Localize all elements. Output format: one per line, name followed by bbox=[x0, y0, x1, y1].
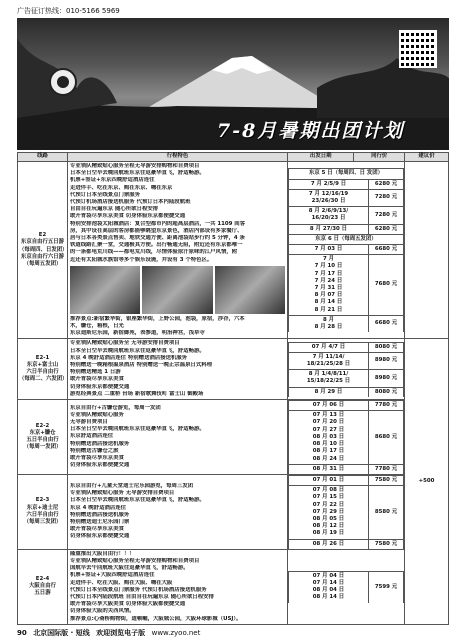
feature-line: 切身体验东京都便捷交通 bbox=[70, 383, 130, 390]
price-value: 8080 元 bbox=[369, 387, 404, 397]
departure-date: 7 月 bbox=[322, 256, 335, 263]
feature-line: 机票+签证+大阪四晚舒适酒店连住 bbox=[70, 572, 155, 579]
price-value: 7680 元 bbox=[369, 255, 404, 316]
logo-emblem bbox=[49, 68, 77, 96]
feature-line: 国航早去午回航班大阪往返豪华直飞，舒适畅游。 bbox=[70, 565, 189, 572]
date-price-row bbox=[289, 189, 404, 206]
feature-line: 代预订日本内陆段航班 自由自在玩遍东京 随心所欲日程安排 bbox=[70, 593, 214, 600]
date-price-row bbox=[289, 224, 404, 234]
route-name bbox=[18, 549, 68, 624]
route-photo bbox=[215, 266, 285, 314]
table-row bbox=[18, 162, 449, 339]
departure-date: 08 月 03 日 bbox=[312, 433, 345, 440]
date-price-row bbox=[289, 315, 404, 332]
departure-date: 8 月 bbox=[322, 316, 335, 323]
route-name-line: （每周三发团） bbox=[23, 519, 62, 526]
feature-line: 特别赠送古镰仓之旅 bbox=[70, 447, 119, 454]
departure-date: 8 月 1/4/8/11/ bbox=[308, 371, 349, 378]
feature-line: 切身体验东京都便捷交通 bbox=[70, 533, 130, 540]
col-header-line: 线路 bbox=[18, 153, 68, 162]
departure-dates bbox=[289, 571, 369, 602]
departure-dates bbox=[289, 387, 369, 397]
departure-dates bbox=[289, 411, 369, 464]
feature-line: 特别安排池袋太阳城酒店：复合型都市内的超高层酒店，一共 1109 间客 bbox=[70, 220, 246, 227]
feature-line: 机票+签证+东京四晚舒适酒店连住 bbox=[70, 177, 155, 184]
departure-date: 07 月 15 日 bbox=[312, 494, 345, 501]
feature-line: 东京 4 晚舒适酒店连住 特别赠送酒店接送机服务 bbox=[70, 354, 188, 361]
date-price-row bbox=[289, 352, 404, 369]
price-value: 7780 元 bbox=[369, 401, 404, 411]
departure-dates bbox=[289, 342, 369, 352]
route-name-line: 六日半自由行 bbox=[26, 369, 59, 376]
route-features bbox=[68, 400, 288, 475]
departure-date: 07 月 20 日 bbox=[312, 419, 345, 426]
departure-date: 08 月 19 日 bbox=[312, 530, 345, 537]
feature-line: 特别赠送精选 1 日游 bbox=[70, 369, 121, 376]
route-dates-prices bbox=[288, 549, 405, 624]
feature-line: 东京自由行+古镰仓游览，每周一发团 bbox=[70, 404, 161, 411]
route-name-line: 东京+镰仓 bbox=[29, 429, 56, 436]
route-name-line: E2-2 bbox=[35, 422, 50, 429]
departure-date: 16/20/23 日 bbox=[311, 215, 346, 222]
feature-line: 特别赠送迪士尼乐园门票 bbox=[70, 519, 130, 526]
table-row bbox=[18, 549, 449, 624]
departure-dates bbox=[289, 464, 369, 474]
advice-price bbox=[405, 162, 449, 339]
route-dates-prices bbox=[288, 400, 405, 475]
departure-dates bbox=[289, 315, 369, 332]
route-features bbox=[68, 474, 288, 549]
departure-dates bbox=[289, 401, 369, 411]
col-header-price: 同行价 bbox=[354, 153, 405, 162]
departure-date: 8 月 27/30 日 bbox=[309, 225, 348, 232]
banner-image bbox=[17, 18, 449, 150]
ad-hotline: 广告征订热线：010-5166 5969 bbox=[17, 7, 120, 15]
feature-line: 木，镰仓，箱根，日光 bbox=[70, 323, 124, 330]
date-price-row bbox=[289, 342, 404, 352]
departure-date: 7 月 2/5/9 日 bbox=[310, 180, 347, 187]
feature-line: 特别赠送酒店接送机服务 bbox=[70, 440, 130, 447]
feature-line: 日本全日空早去晚回航班东京往返豪华直飞，舒适畅游。 bbox=[70, 170, 205, 177]
departure-date: 07 月 4/7 日 bbox=[311, 343, 346, 350]
date-price-row bbox=[289, 411, 404, 464]
route-name-line: （每周四、日发团） bbox=[19, 246, 68, 253]
feature-line: 居与日本各类景点售卖、地铁交通方便、距离池袋站步行约 5 分钟，4 条 bbox=[70, 235, 245, 242]
departure-date: 8 月 29 日 bbox=[314, 388, 343, 395]
departure-date: 08 月 12 日 bbox=[312, 523, 345, 530]
route-features bbox=[68, 549, 288, 624]
feature-line: 专业领队精致贴心服务 无导游安排自费项目 bbox=[70, 490, 175, 497]
route-name-line: 东京+富士山 bbox=[26, 362, 59, 369]
table-row bbox=[18, 339, 449, 400]
departure-date: 7 月 11/14/ bbox=[312, 353, 345, 360]
feature-line: 日本全日空早去晚回航班东京往返豪华直飞，舒适畅游。 bbox=[70, 497, 205, 504]
departure-dates bbox=[289, 255, 369, 316]
date-price-row bbox=[289, 207, 404, 224]
route-name-line: E2-1 bbox=[35, 354, 50, 361]
feature-line: 日本全日空早去晚回航班东京往返豪华直飞，舒适畅游。 bbox=[70, 426, 205, 433]
departure-dates bbox=[289, 207, 369, 224]
departure-date: 07 月 08 日 bbox=[312, 487, 345, 494]
feature-line: 特别赠送酒店接送机服务 bbox=[70, 511, 130, 518]
date-price-row bbox=[289, 539, 404, 549]
departure-dates bbox=[289, 234, 404, 244]
departure-date: 7 月 03 日 bbox=[314, 245, 343, 252]
feature-line: 敢开胃袋尽享东京美食 bbox=[70, 455, 124, 461]
route-name-line: （每周二、六发团） bbox=[19, 376, 68, 383]
departure-dates bbox=[289, 370, 369, 387]
departure-dates bbox=[289, 189, 369, 206]
page-footer bbox=[17, 628, 204, 638]
date-price-row bbox=[289, 370, 404, 387]
feature-line: 东京自由行+儿童天堂迪士尼乐园游览，每周三发团 bbox=[70, 483, 194, 489]
feature-line: 无导游自费项目 bbox=[70, 418, 108, 425]
departure-date: 07 月 06 日 bbox=[312, 402, 345, 409]
route-name bbox=[18, 162, 68, 339]
footer-slogan: 欢迎浏览电子版 bbox=[96, 629, 146, 637]
departure-date: 08 月 26 日 bbox=[312, 540, 345, 547]
feature-line: 专业领队精致贴心服务全程无导游安排购物和自费项目 bbox=[70, 557, 200, 564]
departure-date: 8 月 14 日 bbox=[314, 299, 343, 306]
price-value: 8580 元 bbox=[369, 486, 404, 539]
feature-line: 切身体验东京都便捷交通 bbox=[70, 462, 130, 469]
departure-dates bbox=[289, 224, 369, 234]
feature-line: 专业领队精致贴心服务全 无导游安排自费项目 bbox=[70, 340, 180, 347]
feature-line: 专业领队精致贴心服务全程无导游安排购物和自费项目 bbox=[70, 163, 200, 169]
price-value: 7599 元 bbox=[369, 571, 404, 602]
departure-date: 07 月 27 日 bbox=[312, 426, 345, 433]
departure-dates bbox=[289, 486, 369, 539]
departure-date: 07 月 14 日 bbox=[312, 580, 345, 587]
route-photos bbox=[70, 266, 285, 314]
table-row bbox=[18, 400, 449, 475]
departure-date: 8 月 21 日 bbox=[314, 306, 343, 313]
date-price-row bbox=[289, 179, 404, 189]
col-header-advice: 建议价 bbox=[405, 153, 449, 162]
departure-date: 8 月 07 日 bbox=[314, 292, 343, 299]
feature-line: 敢开胃袋尽享东京美食 bbox=[70, 526, 124, 533]
route-dates-prices bbox=[288, 339, 405, 400]
date-price-row bbox=[289, 571, 404, 602]
date-price-row bbox=[289, 169, 404, 179]
price-value: 6680 元 bbox=[369, 315, 404, 332]
price-value: 7580 元 bbox=[369, 475, 404, 485]
departure-date: 东京 5 日（每周四、日 发团） bbox=[308, 170, 384, 177]
departure-date: 7 月 31 日 bbox=[314, 284, 343, 291]
departure-date: 7 月 24 日 bbox=[314, 277, 343, 284]
itinerary-table bbox=[17, 152, 449, 625]
departure-dates bbox=[289, 539, 369, 549]
route-name bbox=[18, 339, 68, 400]
feature-line: 自由自在玩遍东京 随心所欲日程安排 bbox=[70, 206, 159, 213]
departure-date: 08 月 24 日 bbox=[312, 455, 345, 462]
price-value: 8680 元 bbox=[369, 411, 404, 464]
price-value: 8980 元 bbox=[369, 370, 404, 387]
route-dates-prices bbox=[288, 474, 405, 549]
departure-date: 15/18/22/25 日 bbox=[306, 378, 351, 385]
route-name-line: 东京+迪士尼 bbox=[26, 504, 59, 511]
table-row bbox=[18, 474, 449, 549]
feature-line: 推荐景点:心斋桥购物街，道顿崛，大阪城公园，大阪环球影城（USJ）。 bbox=[70, 615, 242, 622]
footer-url[interactable]: www.zyoo.net bbox=[151, 629, 201, 637]
route-name-line: E2-3 bbox=[35, 497, 50, 504]
date-price-row bbox=[289, 234, 404, 244]
feature-line: 的一条都电荒川线——都电荒川线，尽情体验原汁原味的江户风情，附 bbox=[70, 249, 238, 256]
route-name bbox=[18, 400, 68, 475]
departure-date: 8 月 2/6/9/13/ bbox=[308, 208, 349, 215]
qr-code[interactable] bbox=[399, 30, 437, 68]
departure-date: 7 月 10 日 bbox=[314, 263, 343, 270]
feature-line: 日本全日空早去晚回航班东京往返豪华直飞，舒适畅游。 bbox=[70, 347, 205, 354]
route-name bbox=[18, 474, 68, 549]
route-name-line: 六日半自由行 bbox=[26, 511, 59, 518]
price-value: 6280 元 bbox=[369, 179, 404, 189]
col-header-features: 行程特色 bbox=[68, 153, 288, 162]
route-name-line: 东京自由行六日游 bbox=[20, 253, 65, 260]
departure-date: 08 月 10 日 bbox=[312, 441, 345, 448]
departure-date: 07 月 22 日 bbox=[312, 501, 345, 508]
departure-date: 23/26/30 日 bbox=[311, 197, 346, 204]
feature-line: 房，其中设在高层的客房都能够眺望东京景色，酒店内部设有多家餐厅、 bbox=[70, 227, 243, 234]
departure-date: 08 月 17 日 bbox=[312, 448, 345, 455]
price-value: 8080 元 bbox=[369, 342, 404, 352]
price-value: 6280 元 bbox=[369, 224, 404, 234]
date-price-row bbox=[289, 255, 404, 316]
date-price-row bbox=[289, 464, 404, 474]
departure-date: 08 月 31 日 bbox=[312, 465, 345, 472]
route-features bbox=[68, 339, 288, 400]
col-header-dates: 出发日期 bbox=[288, 153, 354, 162]
route-name-line: E2-4 bbox=[35, 575, 50, 582]
date-price-row bbox=[289, 475, 404, 485]
feature-line: 代预订日本全线景点门票服务 代预订机场酒店接送机服务 bbox=[70, 586, 207, 593]
feature-line: 特别赠送一晚箱根温泉酒店 特别赠送一晚正宗温泉日式料理 bbox=[70, 362, 213, 369]
feature-line: 代预订机场酒店接送机服务 代预订日本内陆段航班 bbox=[70, 199, 191, 206]
departure-date: 07 月 01 日 bbox=[312, 476, 345, 483]
route-name-line: 大阪自由行 bbox=[29, 583, 56, 590]
route-name-line: 东京自由行五日游 bbox=[20, 239, 65, 246]
feature-line: 铁道线路汇聚一堂，交通极其方便。出行畅通无阻，附近还有东京都唯一 bbox=[70, 242, 243, 249]
feature-line: 敢开胃袋尽享东京美食 切身体验东京都便捷交通 bbox=[70, 213, 186, 220]
advice-price: +500 bbox=[405, 339, 449, 624]
departure-date: 07 月 13 日 bbox=[312, 412, 345, 419]
price-value: 7280 元 bbox=[369, 189, 404, 206]
date-price-row bbox=[289, 401, 404, 411]
departure-date: 07 月 04 日 bbox=[312, 572, 345, 579]
price-value: 7780 元 bbox=[369, 464, 404, 474]
departure-date: 东京 6 日（每周五发团） bbox=[315, 235, 377, 242]
route-photo bbox=[142, 266, 212, 314]
route-name-line: （每周一发团） bbox=[23, 444, 62, 451]
route-photo bbox=[70, 266, 140, 314]
feature-line: 敢开胃袋尽享大阪美食 切身体验大阪都便捷交通 bbox=[70, 601, 186, 608]
departure-dates bbox=[289, 352, 369, 369]
departure-date: 08 月 04 日 bbox=[312, 587, 345, 594]
departure-date: 07 月 29 日 bbox=[312, 508, 345, 515]
route-name-line: 五日半自由行 bbox=[26, 436, 59, 443]
feature-line: 走进伴手、吃在东京、购在东京、嗨在东京 bbox=[70, 184, 173, 191]
route-name-line: （每周五发团） bbox=[23, 261, 62, 268]
feature-line: 东京迪斯尼乐园，新宿御苑，表参道，明治神宫，浅草寺 bbox=[70, 330, 205, 337]
feature-line: 专业领队精致贴心服务 bbox=[70, 411, 124, 418]
route-dates-prices bbox=[288, 162, 405, 339]
departure-date: 7 月 17 日 bbox=[314, 270, 343, 277]
page-title: 7-8月暑期出团计划 bbox=[217, 120, 405, 142]
departure-dates bbox=[289, 475, 369, 485]
departure-date: 8 月 28 日 bbox=[314, 323, 343, 330]
price-value: 7280 元 bbox=[369, 207, 404, 224]
date-price-row bbox=[289, 387, 404, 397]
feature-line: 代预订日本全线景点门票服务 bbox=[70, 191, 141, 198]
feature-line: 隆重推出大阪自由行！！！ bbox=[70, 550, 135, 557]
route-name-line: E2 bbox=[38, 232, 47, 239]
departure-date: 7 月 12/16/19 bbox=[308, 190, 349, 197]
date-price-row bbox=[289, 486, 404, 539]
departure-date: 18/21/25/28 日 bbox=[306, 361, 351, 368]
page-number: 90 bbox=[17, 629, 27, 637]
departure-dates bbox=[289, 244, 369, 254]
feature-line: 东京 4 晚舒适酒店连住 bbox=[70, 504, 127, 511]
departure-date: 08 月 14 日 bbox=[312, 594, 345, 601]
feature-line: 近还有太阳城水族馆等多个娱乐设施，并设有 3 个特色区。 bbox=[70, 256, 213, 263]
price-value: 6680 元 bbox=[369, 244, 404, 254]
price-value: 8980 元 bbox=[369, 352, 404, 369]
footer-section: 北京国际版 · 短线 bbox=[33, 629, 90, 637]
feature-line: 切身体验大阪的关西风情。 bbox=[70, 608, 135, 615]
price-value: 7580 元 bbox=[369, 539, 404, 549]
table-header-row bbox=[18, 153, 449, 162]
feature-line: 东京舒适酒店连住 bbox=[70, 433, 114, 440]
feature-line: 走进伴手、吃在大阪、购在大阪、嗨在大阪 bbox=[70, 579, 173, 586]
departure-dates bbox=[289, 179, 369, 189]
date-price-row bbox=[289, 244, 404, 254]
departure-date: 08 月 05 日 bbox=[312, 515, 345, 522]
departure-dates bbox=[289, 169, 404, 179]
feature-line: 推荐景点:新宿繁华街，银座繁华街，上野公园，池袋，原宿，涉谷，六本 bbox=[70, 315, 245, 322]
route-features bbox=[68, 162, 288, 339]
route-name-line: 五日游 bbox=[34, 590, 51, 597]
feature-line: 游览经典景点 二重桥 台场 新宿歌舞伎町 富士山 御殿场 bbox=[70, 390, 204, 397]
feature-line: 敢开胃袋尽享东京美食 bbox=[70, 376, 124, 383]
